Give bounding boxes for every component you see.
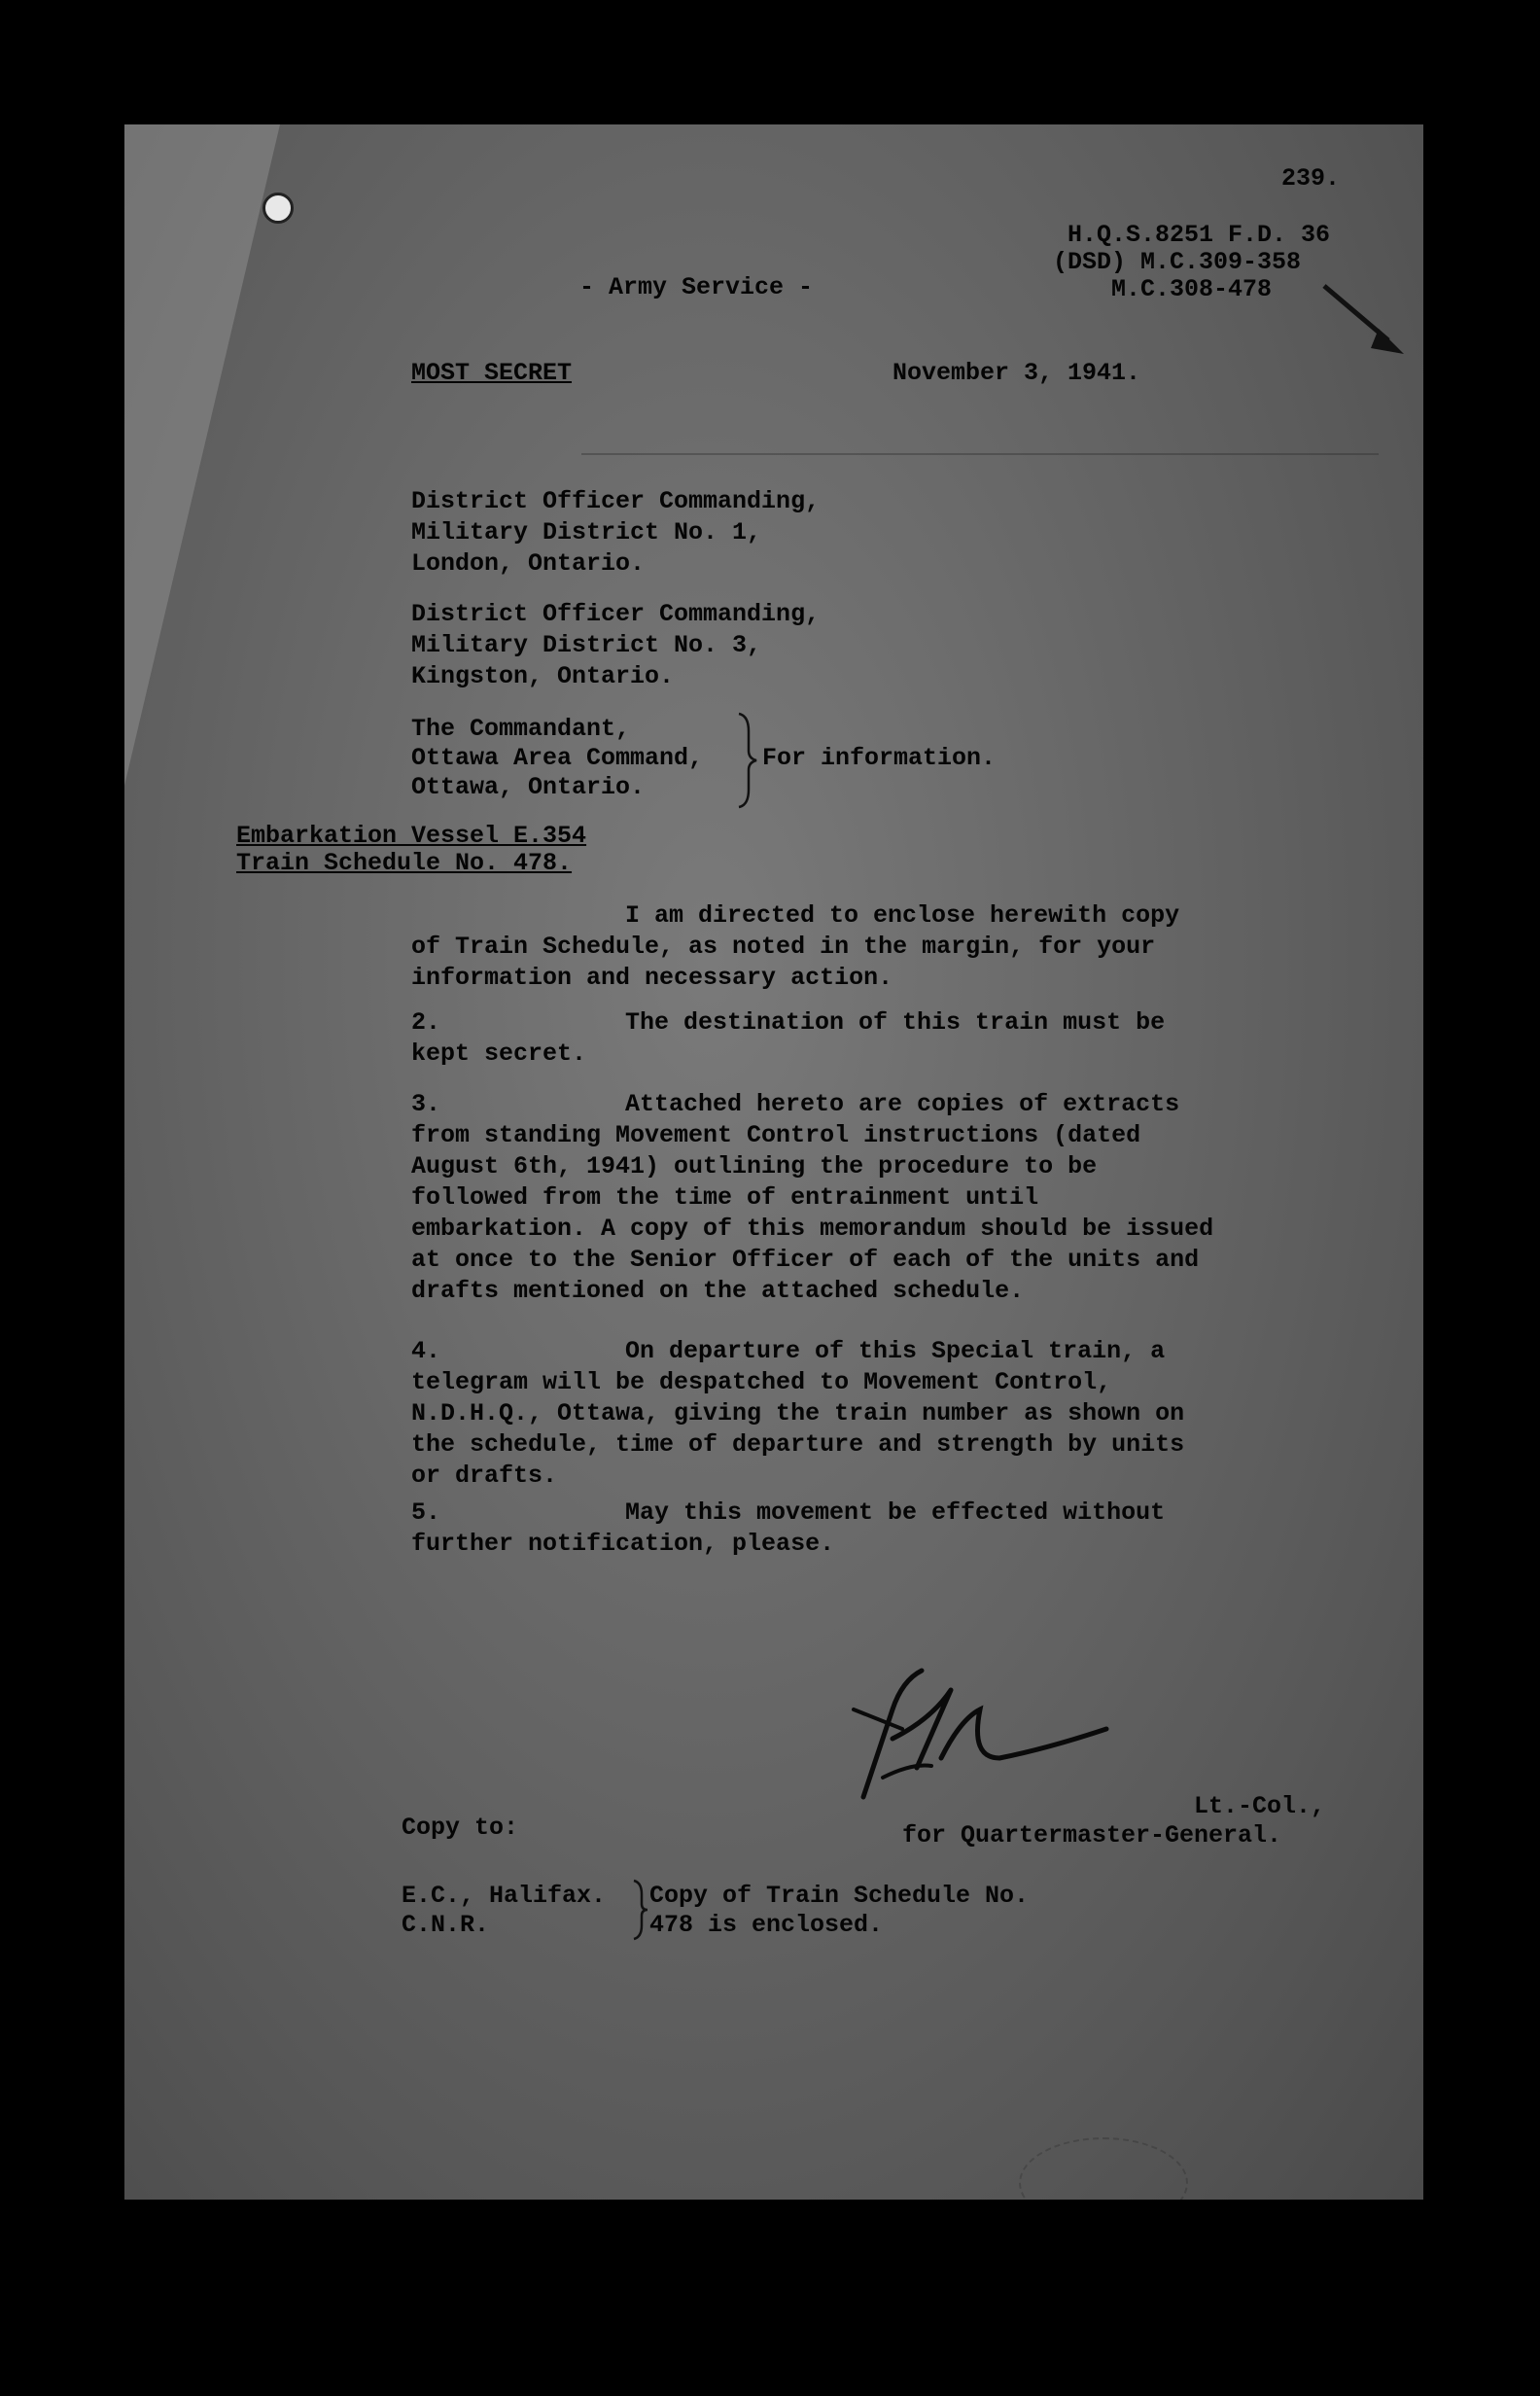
paragraph-5-number: 5. — [411, 1498, 441, 1527]
document-page — [124, 124, 1423, 2200]
addressee-3-line-1: The Commandant, — [411, 715, 631, 743]
bracket-icon — [630, 1879, 649, 1941]
addressee-2-line-1: District Officer Commanding, — [411, 600, 821, 628]
paragraph-4-text: On departure of this Special train, a telegram will be despatched to Movement Control, N.D.H.Q., Ottawa, giving the train number as shown on the schedule, time of departure and strength by units or drafts. — [411, 1337, 1185, 1490]
paragraph-4 — [411, 1336, 1218, 1492]
copy-to-recipient-2: C.N.R. — [402, 1911, 490, 1939]
enclosure-note-2: 478 is enclosed. — [649, 1911, 884, 1939]
letter-date: November 3, 1941. — [892, 359, 1141, 387]
file-reference-2: (DSD) M.C.309-358 — [1053, 248, 1302, 276]
paragraph-4-number: 4. — [411, 1337, 441, 1365]
paragraph-2-text: The destination of this train must be kept secret. — [411, 1008, 1166, 1068]
arrow-mark-icon — [1320, 282, 1408, 360]
paragraph-3 — [411, 1089, 1218, 1307]
classification: MOST SECRET — [411, 359, 573, 387]
addressee-1-line-3: London, Ontario. — [411, 549, 646, 578]
paragraph-2 — [411, 1007, 1218, 1070]
faded-stamp — [1019, 2137, 1188, 2200]
addressee-3-line-2: Ottawa Area Command, — [411, 744, 704, 772]
file-reference-1: H.Q.S.8251 F.D. 36 — [1068, 221, 1331, 249]
paragraph-5 — [411, 1498, 1218, 1560]
punch-hole — [262, 193, 294, 224]
subject-line-2: Train Schedule No. 478. — [236, 849, 573, 877]
paper-crease-line — [581, 453, 1379, 455]
addressee-1-line-2: Military District No. 1, — [411, 518, 762, 546]
file-reference-3: M.C.308-478 — [1111, 275, 1273, 303]
paragraph-2-number: 2. — [411, 1008, 441, 1037]
paragraph-3-text: Attached hereto are copies of extracts from standing Movement Control instructions (dated August 6th, 1941) outlining the procedure to be followed from the time of entrainment until embarkation. A copy of this memorandum should be issued at once to the Senior Officer of each of the units and drafts mentioned on the attached schedule. — [411, 1090, 1214, 1305]
addressee-3-line-3: Ottawa, Ontario. — [411, 773, 646, 801]
signatory-for-line: for Quartermaster-General. — [902, 1821, 1282, 1850]
copy-to-label: Copy to: — [402, 1814, 519, 1842]
addressee-2-line-2: Military District No. 3, — [411, 631, 762, 659]
service-header: - Army Service - — [579, 273, 814, 301]
brace-icon — [735, 712, 760, 809]
page-number: 239. — [1281, 164, 1341, 193]
subject-line-1: Embarkation Vessel E.354 — [236, 822, 587, 850]
information-note: For information. — [762, 744, 997, 772]
addressee-1-line-1: District Officer Commanding, — [411, 487, 821, 515]
handwritten-signature — [824, 1651, 1116, 1816]
paragraph-5-text: May this movement be effected without further notification, please. — [411, 1498, 1166, 1558]
paragraph-3-number: 3. — [411, 1090, 441, 1118]
paragraph-1: I am directed to enclose herewith copy of Train Schedule, as noted in the margin, for your information and necessary action. — [411, 901, 1180, 992]
folded-corner-shadow — [124, 124, 280, 786]
addressee-2-line-3: Kingston, Ontario. — [411, 662, 675, 690]
copy-to-recipient-1: E.C., Halifax. — [402, 1882, 607, 1910]
signatory-rank: Lt.-Col., — [1194, 1792, 1326, 1820]
enclosure-note-1: Copy of Train Schedule No. — [649, 1882, 1030, 1910]
